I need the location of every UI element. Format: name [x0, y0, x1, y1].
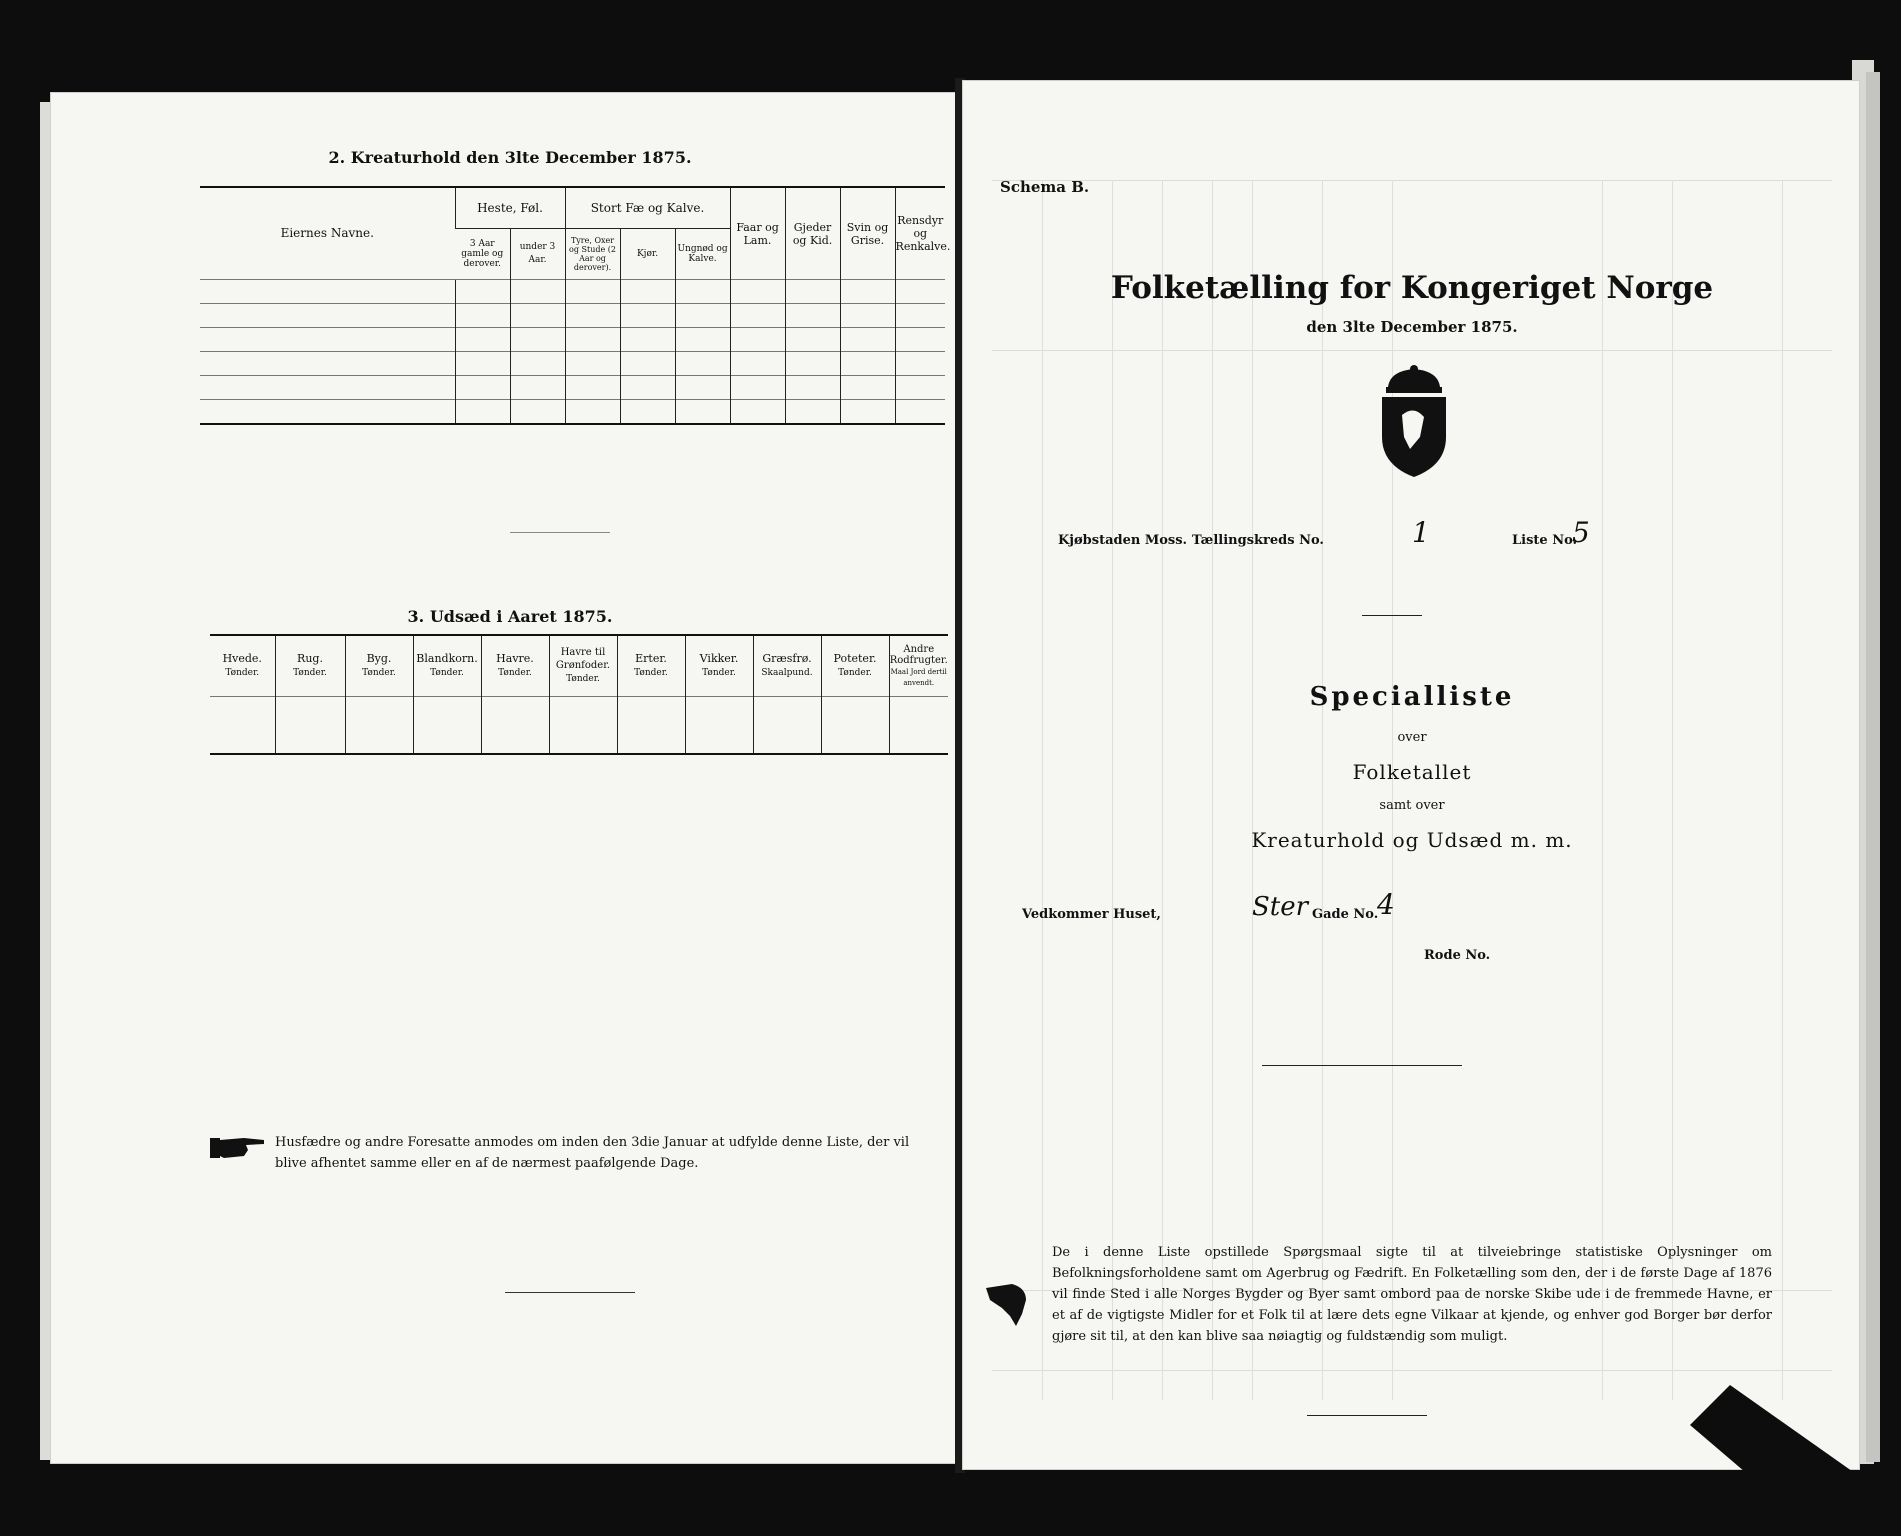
vikker-header: Vikker. Tønder.: [685, 636, 753, 697]
gjeder-header: Gjeder og Kid.: [785, 188, 840, 280]
erter-header: Erter. Tønder.: [617, 636, 685, 697]
heste-group-header: Heste, Føl.: [455, 188, 565, 229]
heste-young-header: under 3 Aar.: [510, 229, 565, 280]
street-value[interactable]: Ster: [1252, 892, 1309, 922]
ungnod-header: Ungnød og Kalve.: [675, 229, 730, 280]
table-row: [210, 697, 948, 755]
owner-header: Eiernes Navne.: [280, 226, 374, 240]
table-row: [200, 328, 945, 352]
house-label: Vedkommer Huset,: [1022, 907, 1161, 922]
table-row: [200, 280, 945, 304]
table-row: [200, 376, 945, 400]
table3-title: 3. Udsæd i Aaret 1875.: [407, 607, 613, 626]
table-row: [200, 352, 945, 376]
census-title: Folketælling for Kongeriget Norge: [1110, 270, 1714, 306]
district-value[interactable]: 1: [1412, 516, 1430, 549]
samt-over-text: samt over: [1379, 798, 1445, 813]
explanatory-paragraph: De i denne Liste opstillede Spørgsmaal sigte til at tilveiebringe statistiske Oplysninger om Befolkningsforholdene samt om Agerbrug og Fædrift. En Folketælling som den, der i de første Dage af 1876 vil finde Sted i alle Norges Bygder og Byer samt ombord paa de norske Skibe ude i de fremmede Havne, er et af de vigtigste Midler for et Folk til at lære dets egne Vilkaar at kjende, og enhver god Borger bør derfor gjøre sit til, at den kan blive saa nøiagtig og fuldstændig som muligt.: [1052, 1245, 1772, 1344]
list-value[interactable]: 5: [1572, 516, 1590, 549]
separator: [1262, 1065, 1462, 1066]
gade-label: Gade No.: [1312, 907, 1379, 922]
blandkorn-header: Blandkorn. Tønder.: [413, 636, 481, 697]
poteter-header: Poteter. Tønder.: [821, 636, 889, 697]
sowing-table: [210, 636, 948, 755]
schema-label: Schema B.: [1000, 178, 1090, 196]
instruction-notice: Husfædre og andre Foresatte anmodes om inden den 3die Januar at udfylde denne Liste, der vil blive afhentet samme eller en af de nærmest paafølgende Dage.: [275, 1135, 910, 1171]
list-label: Liste No.: [1512, 533, 1578, 548]
graesfro-header: Græsfrø. Skaalpund.: [753, 636, 821, 697]
special-list-heading: Specialliste: [1309, 682, 1515, 712]
rensdyr-header: Rensdyr og Renkalve.: [895, 188, 945, 280]
separator: [505, 1292, 635, 1293]
separator: [1362, 615, 1422, 616]
stort-group-header: Stort Fæ og Kalve.: [565, 188, 730, 229]
separator: [510, 532, 610, 533]
kreaturhold-heading: Kreaturhold og Udsæd m. m.: [1251, 828, 1573, 852]
over-text: over: [1397, 730, 1427, 745]
gronfoder-header: Havre til Grønfoder. Tønder.: [549, 636, 617, 697]
livestock-table: [200, 188, 951, 425]
rode-label: Rode No.: [1424, 948, 1491, 963]
table-row: [200, 400, 945, 425]
folketallet-heading: Folketallet: [1352, 760, 1472, 784]
rodfrugter-header: Andre Rodfrugter. Maal Jord dertil anvendt.: [889, 636, 948, 697]
svin-header: Svin og Grise.: [840, 188, 895, 280]
gade-value[interactable]: 4: [1377, 888, 1395, 921]
hvede-header: Hvede. Tønder.: [222, 652, 262, 678]
city-label: Kjøbstaden Moss.: [1058, 533, 1188, 548]
coat-of-arms-icon: [1370, 365, 1458, 480]
separator: [1307, 1415, 1427, 1416]
left-page: [50, 92, 958, 1464]
census-date: den 3lte December 1875.: [1306, 318, 1518, 336]
right-page-edge-2: [1866, 72, 1880, 1462]
table-row: [200, 304, 945, 328]
pointing-hand-icon: [210, 1132, 266, 1162]
pointing-hand-icon: [982, 1278, 1034, 1328]
rug-header: Rug. Tønder.: [275, 636, 345, 697]
faar-header: Faar og Lam.: [730, 188, 785, 280]
havre-header: Havre. Tønder.: [481, 636, 549, 697]
heste-old-header: 3 Aar gamle og derover.: [461, 239, 504, 269]
kjor-header: Kjør.: [620, 229, 675, 280]
byg-header: Byg. Tønder.: [345, 636, 413, 697]
corner-clip: [1670, 1385, 1900, 1536]
right-page: [962, 80, 1860, 1470]
district-label: Tællingskreds No.: [1192, 533, 1324, 548]
table2-title: 2. Kreaturhold den 3lte December 1875.: [328, 148, 692, 167]
tyre-header: Tyre, Oxer og Stude (2 Aar og derover).: [565, 229, 620, 280]
